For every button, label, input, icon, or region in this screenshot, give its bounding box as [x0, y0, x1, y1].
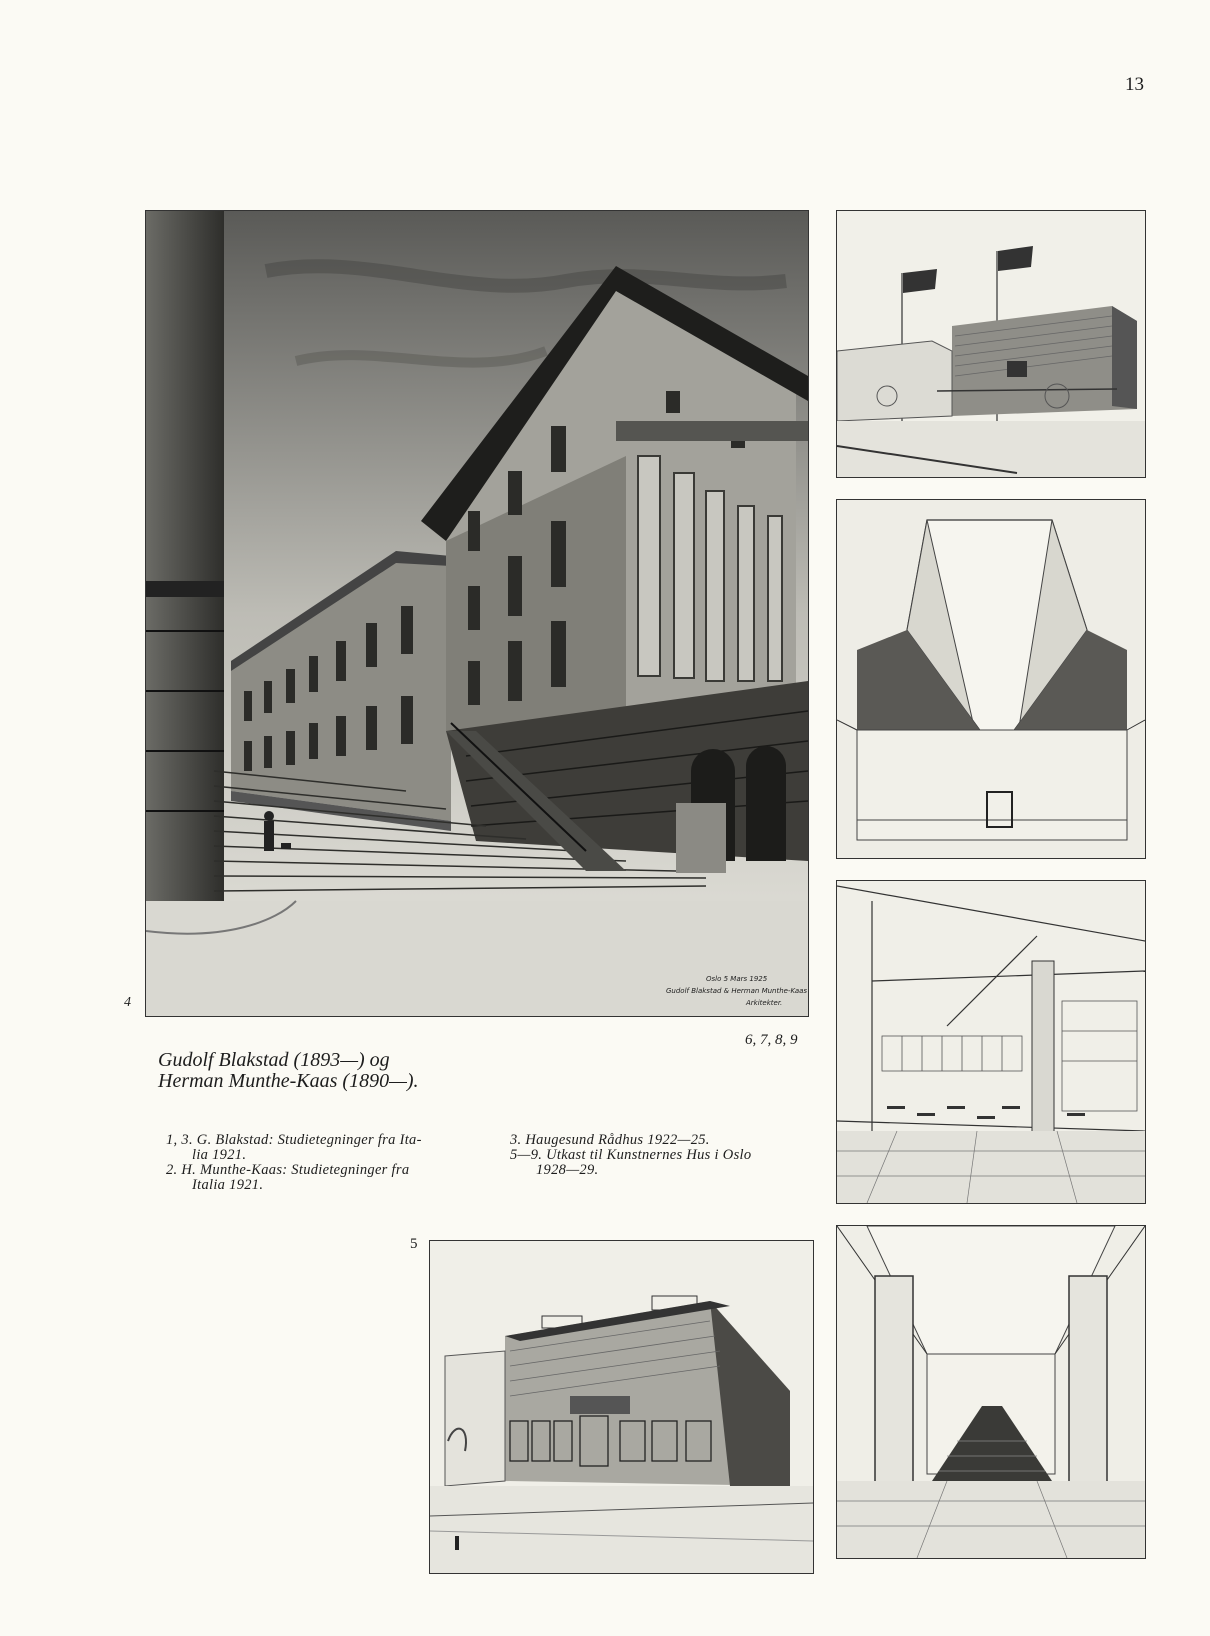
figure-6-exterior-with-flags [836, 210, 1146, 478]
references-left [166, 1133, 476, 1193]
references-right [510, 1133, 820, 1178]
drawing-signature-title: Arkitekter. [746, 999, 783, 1007]
figure-8-cafe-interior [836, 880, 1146, 1204]
page-number: 13 [1125, 74, 1144, 95]
reference-1-3 [166, 1133, 476, 1163]
reference-2-line-1: 2. H. Munthe-Kaas: Studietegninger fra [166, 1162, 410, 1178]
reference-1-3-line-1: 1, 3. G. Blakstad: Studietegninger fra Ita- [166, 1132, 422, 1148]
reference-5-9 [510, 1148, 820, 1178]
reference-1-3-line-2: lia 1921. [192, 1147, 247, 1163]
figure-6-drawing [837, 211, 1145, 477]
drawing-signature-names: Gudolf Blakstad & Herman Munthe-Kaas [666, 987, 808, 995]
caption-line-1: Gudolf Blakstad (1893—) og [158, 1049, 390, 1071]
reference-5-9-line-1: 5—9. Utkast til Kunstnernes Hus i Oslo [510, 1147, 752, 1163]
figure-9-hall-staircase [836, 1225, 1146, 1559]
reference-3-line-1: 3. Haugesund Rådhus 1922—25. [510, 1132, 710, 1148]
figure-5-drawing [430, 1241, 813, 1573]
figure-9-drawing [837, 1226, 1145, 1558]
figure-5-label: 5 [410, 1236, 418, 1252]
figure-7-drawing [837, 500, 1145, 858]
reference-5-9-line-2: 1928—29. [536, 1162, 599, 1178]
architects-caption [158, 1050, 419, 1092]
drawing-signature-date: Oslo 5 Mars 1925 [706, 975, 768, 983]
figure-4-drawing [146, 211, 808, 1016]
figure-7-skylight-interior [836, 499, 1146, 859]
figure-4-haugesund-town-hall [145, 210, 809, 1017]
figure-4-label: 4 [124, 995, 131, 1010]
reference-3 [510, 1133, 820, 1148]
figure-6-9-label: 6, 7, 8, 9 [745, 1032, 798, 1048]
reference-2 [166, 1163, 476, 1193]
reference-2-line-2: Italia 1921. [192, 1177, 264, 1193]
caption-line-2: Herman Munthe-Kaas (1890—). [158, 1070, 419, 1092]
figure-5-kunstnernes-hus-exterior [429, 1240, 814, 1574]
figure-8-drawing [837, 881, 1145, 1203]
